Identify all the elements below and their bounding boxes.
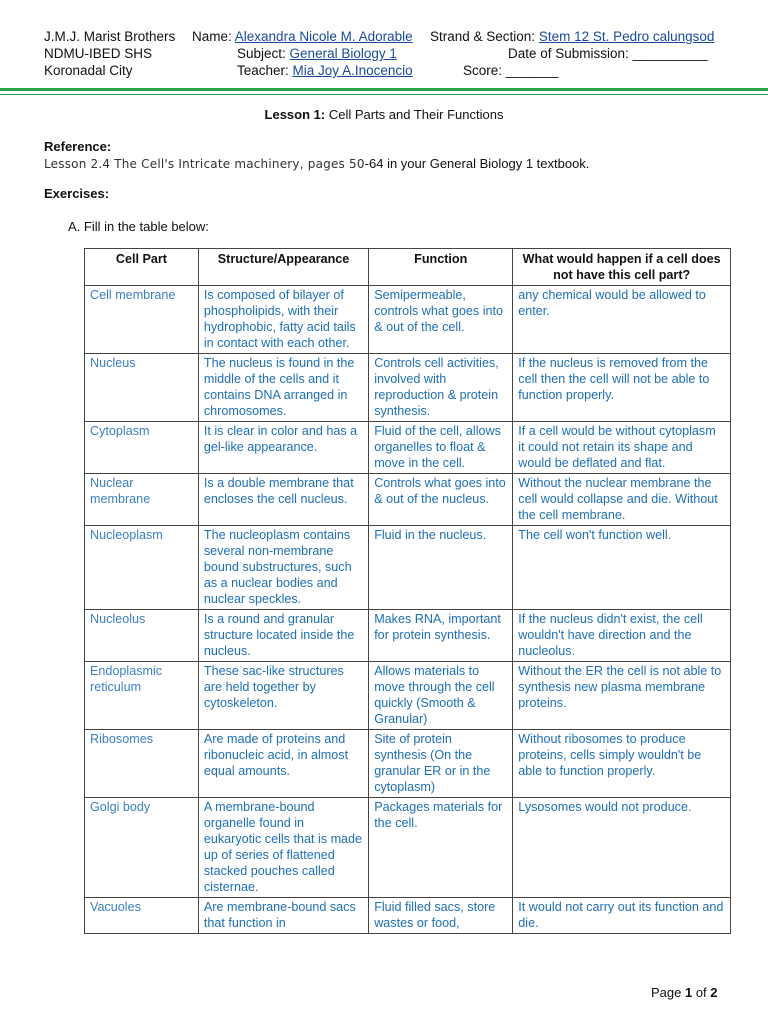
structure-cell: A membrane-bound organelle found in eukaryotic cells that is made up of series of flattened stacked pouches called cisternae. <box>198 798 368 898</box>
consequence-cell: The cell won't function well. <box>513 526 731 610</box>
structure-cell: These sac-like structures are held together by cytoskeleton. <box>198 662 368 730</box>
name-value: Alexandra Nicole M. Adorable <box>234 29 413 44</box>
function-cell: Site of protein synthesis (On the granular ER or in the cytoplasm) <box>369 730 513 798</box>
structure-cell: Is composed of bilayer of phospholipids, with their hydrophobic, fatty acid tails in contact with each other. <box>198 286 368 354</box>
cell-part-cell: Vacuoles <box>85 898 199 934</box>
header-divider-thin <box>0 94 768 95</box>
teacher-value: Mia Joy A.Inocencio <box>292 63 413 78</box>
cell-parts-table <box>84 248 731 934</box>
cell-part-cell: Cell membrane <box>85 286 199 354</box>
consequence-cell: Lysosomes would not produce. <box>513 798 731 898</box>
consequence-cell: If the nucleus didn't exist, the cell wouldn't have direction and the nucleolus. <box>513 610 731 662</box>
school-name: J.M.J. Marist Brothers <box>44 29 176 44</box>
function-cell: Controls what goes into & out of the nucleus. <box>369 474 513 526</box>
table-row <box>85 898 731 934</box>
exercises-heading: Exercises: <box>44 186 110 201</box>
subject-value: General Biology 1 <box>289 46 397 61</box>
structure-cell: The nucleus is found in the middle of the cells and it contains DNA arranged in chromosomes. <box>198 354 368 422</box>
cell-part-cell: Ribosomes <box>85 730 199 798</box>
structure-cell: It is clear in color and has a gel-like appearance. <box>198 422 368 474</box>
function-cell: Packages materials for the cell. <box>369 798 513 898</box>
school-city: Koronadal City <box>44 63 133 78</box>
lesson-title <box>0 107 768 122</box>
table-row <box>85 286 731 354</box>
subject-field <box>237 45 397 62</box>
school-division: NDMU-IBED SHS <box>44 46 153 61</box>
table-header-row <box>85 249 731 286</box>
score-label: Score: <box>463 63 503 78</box>
date-value: __________ <box>632 46 708 61</box>
structure-cell: Is a round and granular structure located inside the nucleus. <box>198 610 368 662</box>
consequence-cell: If the nucleus is removed from the cell then the cell will not be able to function properly. <box>513 354 731 422</box>
consequence-cell: Without the ER the cell is not able to synthesis new plasma membrane proteins. <box>513 662 731 730</box>
name-label: Name: <box>192 29 232 44</box>
subject-label: Subject: <box>237 46 286 61</box>
consequence-cell: any chemical would be allowed to enter. <box>513 286 731 354</box>
function-cell: Fluid in the nucleus. <box>369 526 513 610</box>
date-label: Date of Submission: <box>508 46 629 61</box>
date-field <box>508 45 708 62</box>
table-row <box>85 354 731 422</box>
header-consequence: What would happen if a cell does not have this cell part? <box>513 249 731 286</box>
reference-text-b: -64 in your General Biology 1 textbook. <box>364 156 590 171</box>
cell-part-cell: Golgi body <box>85 798 199 898</box>
table-row <box>85 526 731 610</box>
cell-part-cell: Nucleolus <box>85 610 199 662</box>
table-row <box>85 730 731 798</box>
lesson-label: Lesson 1: <box>264 107 326 122</box>
consequence-cell: If a cell would be without cytoplasm it could not retain its shape and would be deflated and flat. <box>513 422 731 474</box>
reference-heading: Reference: <box>44 139 112 154</box>
structure-cell: Are membrane-bound sacs that function in <box>198 898 368 934</box>
function-cell: Controls cell activities, involved with reproduction & protein synthesis. <box>369 354 513 422</box>
lesson-name: Cell Parts and Their Functions <box>325 107 504 122</box>
strand-label: Strand & Section: <box>430 29 536 44</box>
function-cell: Fluid of the cell, allows organelles to float & move in the cell. <box>369 422 513 474</box>
teacher-label: Teacher: <box>237 63 289 78</box>
function-cell: Makes RNA, important for protein synthesis. <box>369 610 513 662</box>
structure-cell: The nucleoplasm contains several non-membrane bound substructures, such as a nuclear bodies and nuclear speckles. <box>198 526 368 610</box>
cell-part-cell: Cytoplasm <box>85 422 199 474</box>
score-value: _______ <box>505 63 559 78</box>
header-divider <box>0 88 768 91</box>
table-row <box>85 798 731 898</box>
current-page: 1 <box>684 985 693 1000</box>
function-cell: Fluid filled sacs, store wastes or food, <box>369 898 513 934</box>
header-structure: Structure/Appearance <box>198 249 368 286</box>
cell-part-cell: Endoplasmic reticulum <box>85 662 199 730</box>
table-row <box>85 610 731 662</box>
cell-part-cell: Nucleus <box>85 354 199 422</box>
total-pages: 2 <box>710 985 718 1000</box>
page-number: Page 1 of 2 <box>651 985 718 1000</box>
header-function: Function <box>369 249 513 286</box>
exercise-instruction: A. Fill in the table below: <box>68 219 209 234</box>
consequence-cell: Without the nuclear membrane the cell would collapse and die. Without the cell membrane. <box>513 474 731 526</box>
structure-cell: Is a double membrane that encloses the cell nucleus. <box>198 474 368 526</box>
consequence-cell: Without ribosomes to produce proteins, cells simply wouldn't be able to function properly. <box>513 730 731 798</box>
score-field <box>463 62 558 79</box>
reference-text-a: Lesson 2.4 The Cell's Intricate machinery, pages 50 <box>44 157 365 171</box>
cell-part-cell: Nucleoplasm <box>85 526 199 610</box>
reference-text <box>44 156 589 171</box>
table-row <box>85 422 731 474</box>
table-row <box>85 662 731 730</box>
strand-field <box>430 28 714 45</box>
table-row <box>85 474 731 526</box>
function-cell: Semipermeable, controls what goes into & out of the cell. <box>369 286 513 354</box>
name-field <box>192 28 413 45</box>
strand-value: Stem 12 St. Pedro calungsod <box>538 29 715 44</box>
consequence-cell: It would not carry out its function and die. <box>513 898 731 934</box>
teacher-field <box>237 62 413 79</box>
function-cell: Allows materials to move through the cell quickly (Smooth & Granular) <box>369 662 513 730</box>
header-cell-part: Cell Part <box>85 249 199 286</box>
structure-cell: Are made of proteins and ribonucleic acid, in almost equal amounts. <box>198 730 368 798</box>
cell-part-cell: Nuclear membrane <box>85 474 199 526</box>
